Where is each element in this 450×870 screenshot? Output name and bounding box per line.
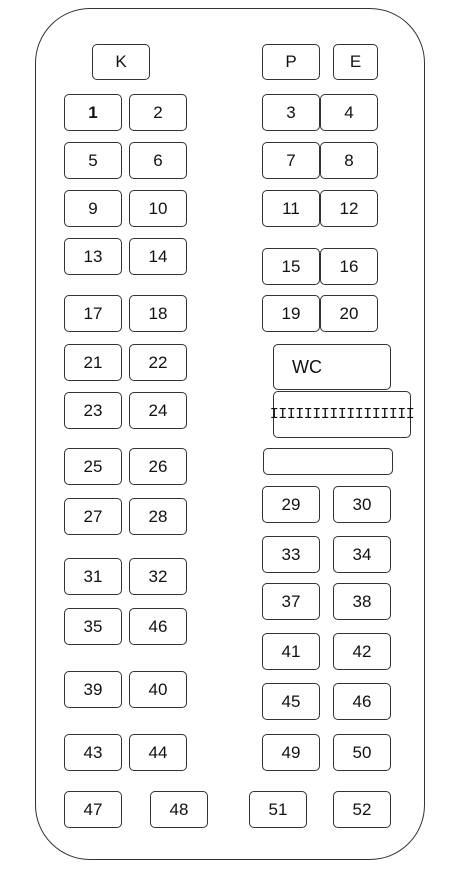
seat-18[interactable] [129,295,187,332]
seat-29[interactable] [262,486,320,523]
seat-label: 25 [83,456,103,476]
seat-15[interactable] [262,248,320,285]
seat-label: 51 [268,799,288,819]
seat-label: 6 [153,150,163,170]
seat-5[interactable] [64,142,122,179]
seat-34[interactable] [333,536,391,573]
seat-24[interactable] [129,392,187,429]
seat-45[interactable] [262,683,320,720]
seat-label: 20 [339,303,359,323]
seat-7[interactable] [262,142,320,179]
seat-1[interactable] [64,94,122,131]
seat-label: 11 [282,198,300,218]
seat-label: 33 [281,544,301,564]
seat-19[interactable] [262,295,320,332]
seat-label: 45 [281,691,301,711]
seat-label: 24 [148,400,168,420]
seat-label: 46 [148,616,168,636]
seat-label: 31 [83,566,103,586]
seat-label: 21 [83,352,103,372]
seat-label: 39 [83,679,103,699]
seat-label: 18 [148,303,168,323]
seat-31[interactable] [64,558,122,595]
seat-K[interactable] [92,44,150,80]
seat-label: 52 [352,799,372,819]
seat-label: 28 [148,506,168,526]
seat-label: 5 [88,150,98,170]
seat-13[interactable] [64,238,122,275]
seat-label: 13 [83,246,103,266]
seat-label: 9 [88,198,98,218]
wc-block [273,344,391,390]
seat-40[interactable] [129,671,187,708]
seat-P[interactable] [262,44,320,80]
seat-label: P [285,52,297,71]
seat-label: 26 [148,456,168,476]
seat-label: 23 [83,400,103,420]
seat-2[interactable] [129,94,187,131]
seat-35[interactable] [64,608,122,645]
seat-30[interactable] [333,486,391,523]
seat-8[interactable] [320,142,378,179]
seat-14[interactable] [129,238,187,275]
seat-label: 34 [352,544,372,564]
seat-50[interactable] [333,734,391,771]
seat-28[interactable] [129,498,187,535]
seat-label: 2 [153,102,163,122]
seat-label: 50 [352,742,372,762]
seat-11[interactable] [262,190,320,227]
seat-6[interactable] [129,142,187,179]
door-block-label: IIIIIIIIIIIIIIIII [269,406,415,423]
seat-label: 7 [286,150,296,170]
seat-label: 46 [352,691,372,711]
seat-label: 16 [339,256,359,276]
seat-16[interactable] [320,248,378,285]
seat-label: 41 [281,641,301,661]
seat-label: 1 [88,102,98,122]
seat-52[interactable] [333,791,391,828]
seat-label: 42 [352,641,372,661]
seat-label: 40 [148,679,168,699]
seat-label: 19 [281,303,301,323]
seat-3[interactable] [262,94,320,131]
seat-label: 22 [148,352,168,372]
seat-38[interactable] [333,583,391,620]
seat-E[interactable] [333,44,378,80]
seat-51[interactable] [249,791,307,828]
seat-4[interactable] [320,94,378,131]
seat-22[interactable] [129,344,187,381]
seat-label: 17 [83,303,103,323]
seat-27[interactable] [64,498,122,535]
seat-17[interactable] [64,295,122,332]
seat-label: 14 [148,246,168,266]
seat-21[interactable] [64,344,122,381]
seat-label: K [115,52,127,71]
seat-label: 29 [281,494,301,514]
seat-label: 38 [352,591,372,611]
seat-label: E [349,52,362,71]
seat-25[interactable] [64,448,122,485]
seat-label: 48 [169,799,189,819]
seat-39[interactable] [64,671,122,708]
seat-label: 37 [281,591,301,611]
seat-label: 4 [344,102,354,122]
seat-label: 32 [148,566,168,586]
seat-label: 30 [352,494,372,514]
seat-label: 47 [83,799,103,819]
seat-label: 12 [339,198,359,218]
seat-37[interactable] [262,583,320,620]
seat-26[interactable] [129,448,187,485]
seat-33[interactable] [262,536,320,573]
seat-label: 35 [83,616,103,636]
seat-9[interactable] [64,190,122,227]
seat-label: 10 [148,198,168,218]
seat-41[interactable] [262,633,320,670]
door-block [269,391,415,438]
seat-43[interactable] [64,734,122,771]
seat-32[interactable] [129,558,187,595]
seat-label: 3 [286,102,296,122]
seat-23[interactable] [64,392,122,429]
seat-46a[interactable] [129,608,187,645]
seat-label: 43 [83,742,103,762]
seat-47[interactable] [64,791,122,828]
seat-49[interactable] [262,734,320,771]
seat-42[interactable] [333,633,391,670]
seat-10[interactable] [129,190,187,227]
wc-block-label: WC [292,356,322,377]
seat-44[interactable] [129,734,187,771]
blank-block [263,448,393,475]
seat-label: 49 [281,742,301,762]
seat-label: 27 [83,506,103,526]
seat-46b[interactable] [333,683,391,720]
seat-label: 15 [281,256,301,276]
seat-label: 44 [148,742,168,762]
seat-20[interactable] [320,295,378,332]
seat-12[interactable] [320,190,378,227]
seat-label: 8 [344,150,354,170]
seat-48[interactable] [150,791,208,828]
